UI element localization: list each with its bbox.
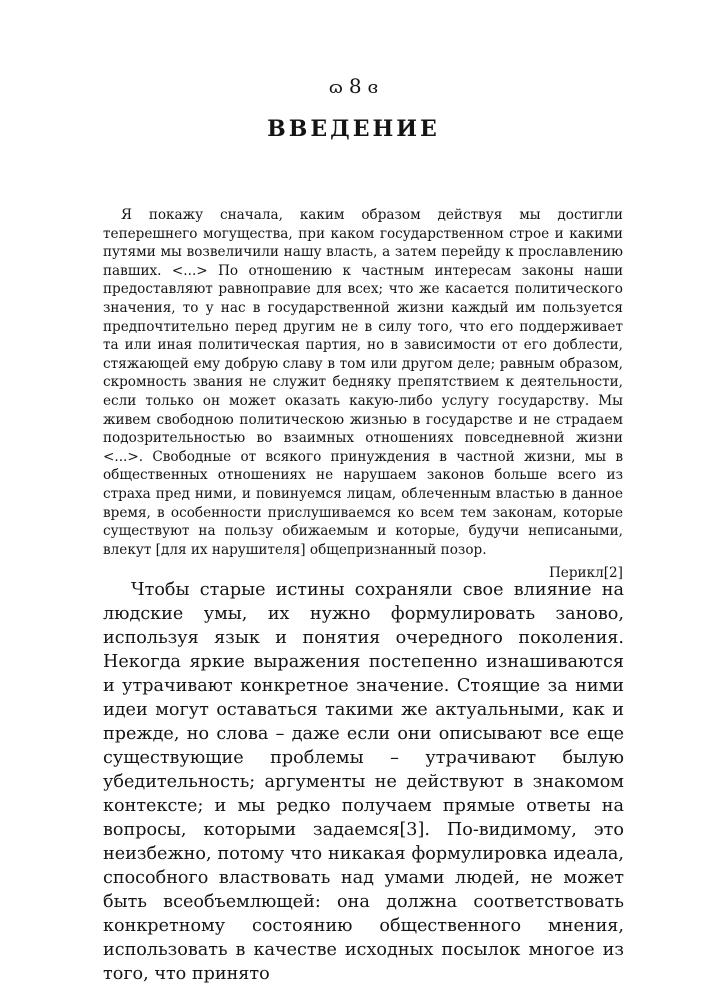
body-paragraph: Чтобы старые истины сохраняли свое влияние на людские умы, их нужно формулировать заново, используя язык и понятия очередного поколения. Некогда яркие выражения постепенно изнашиваются и утрачивают конкретное значение. Стоящие за ними идеи могут оставаться такими же актуальными, как и прежде, но слова – даже если они описывают все еще существующие проблемы – утрачивают былую убедительность; аргументы не действуют в знакомом контексте; и мы редко получаем прямые ответы на вопросы, которыми задаемся[3]. По-видимому, это неизбежно, потому что никакая формулировка идеала, способного властвовать над умами людей, не может быть всеобъемлющей: она должна соответствовать конкретному состоянию общественного мнения, использовать в качестве исходных посылок многое из того, что принято — [103, 580, 624, 984]
epigraph-text: Я покажу сначала, каким образом действуя мы достигли теперешнего могущества, при каком государственном строе и какими путями мы возвеличили нашу власть, а затем перейду к прославлению павших. <...> По отношению к частным интересам законы наши предоставляют равноправие для всех; что же касается политического значения, то у нас в государственной жизни каждый им пользуется предпочтительно перед другим не в силу того, что его поддерживает та или иная политическая партия, но в зависимости от его доблести, стяжающей ему добрую славу в том или другом деле; равным образом, скромность звания не служит бедняку препятствием к деятельности, если только он может оказать какую-либо услугу государству. Мы живем свободною политическою жизнью в государстве и не страдаем подозрительностью во взаимных отношениях повседневной жизни <...>. Свободные от всякого принуждения в частной жизни, мы в общественных отношениях не нарушаем законов больше всего из страха пред ними, и повинуемся лицам, облеченным властью в данное время, в особенности прислушиваемся ко всем тем законам, которые существуют на пользу обижаемым и которые, будучи неписаными, влекут [для их нарушителя] общепризнанный позор. — [103, 207, 623, 558]
page-number: 8 — [348, 74, 362, 98]
page-number-header — [0, 74, 707, 98]
ornament-right-icon: ɞ — [367, 78, 379, 98]
epigraph — [103, 206, 623, 583]
ornament-left-icon: ɷ — [328, 78, 343, 98]
epigraph-attribution: Перикл[2] — [548, 565, 623, 582]
chapter-title: ВВЕДЕНИЕ — [267, 116, 440, 142]
